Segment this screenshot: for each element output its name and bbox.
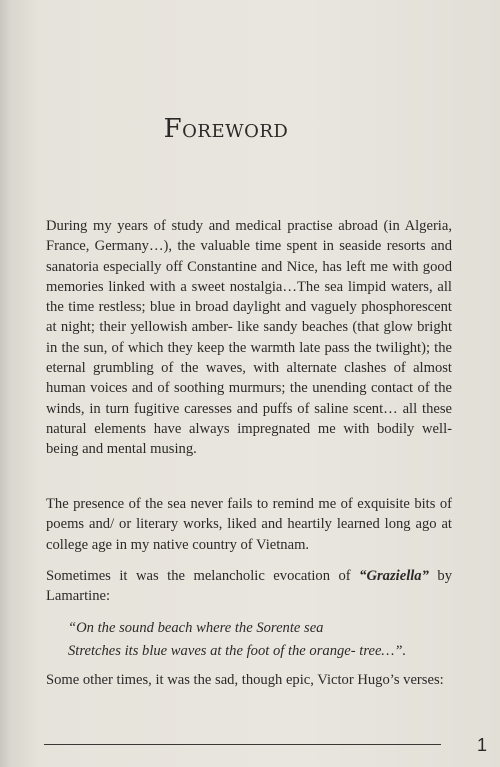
quote-line: Stretches its blue waves at the foot of the orange- tree…”. bbox=[68, 643, 407, 659]
page-title: Foreword bbox=[163, 114, 289, 144]
paragraph-1: During my years of study and medical practise abroad (in Algeria, France, Germany…), the valuable time spent in seaside resorts and sanatoria especially off Constantine and Nice, has left me with good memories linked with a sweet nostalgia…The sea limpid waters, all the time restless; blue in broad daylight and vaguely phosphorescent at night; their yellowish amber- like sandy beaches (that glow bright in the sun, of which they keep the warmth late pass the twilight); the eternal grumbling of the waves, with alternate clashes of almost human voices and of soothing murmurs; the unending contact of the winds, in turn fugitive caresses and puffs of saline scent… all these natural elements have always impregnated me with bodily well-being and mental musing. bbox=[46, 218, 452, 458]
paragraph-3 bbox=[46, 566, 452, 607]
paragraph-2: The presence of the sea never fails to remind me of exquisite bits of poems and/ or literary works, liked and heartily learned long ago at college age in my native country of Vietnam. bbox=[46, 496, 452, 553]
work-title: “Graziella” bbox=[359, 568, 429, 584]
footer-rule bbox=[44, 744, 441, 745]
paragraph-4: Some other times, it was the sad, though epic, Victor Hugo’s verses: bbox=[46, 672, 444, 688]
paragraph-3-intro: Sometimes it was the melancholic evocation of bbox=[46, 568, 360, 584]
page-number: 1 bbox=[477, 735, 488, 755]
paragraph-3-author: by Lamartine: bbox=[46, 568, 452, 605]
quote-line: “On the sound beach where the Sorente sea bbox=[68, 620, 324, 636]
